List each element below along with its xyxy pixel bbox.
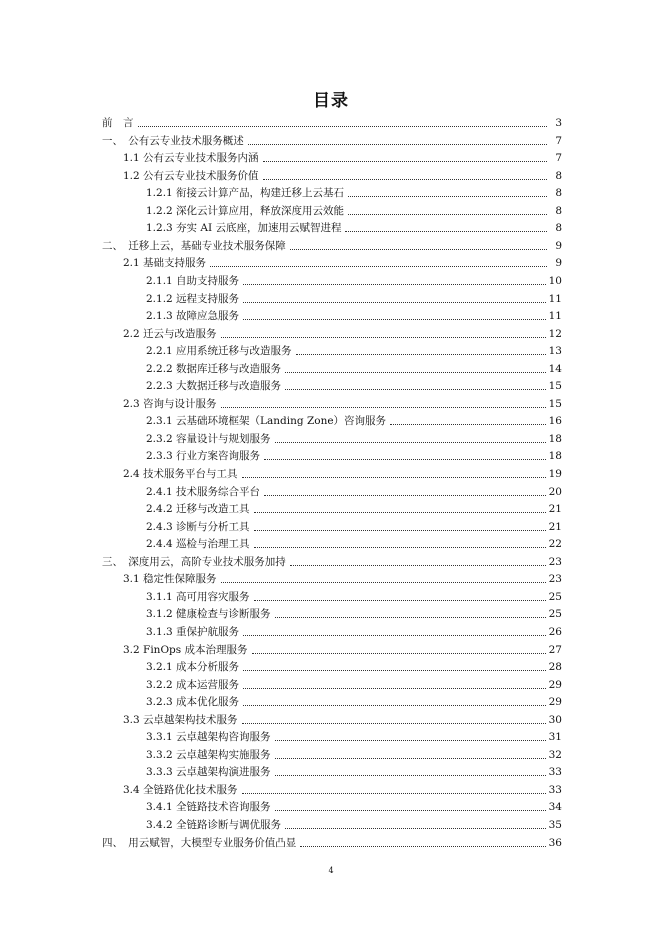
toc-dot-leader: [242, 476, 546, 478]
toc-entry-page: 35: [548, 819, 562, 831]
toc-dot-leader: [210, 265, 547, 267]
toc-dot-leader: [254, 599, 546, 601]
toc-entry[interactable]: [102, 552, 562, 569]
toc-entry-page: 32: [548, 748, 562, 761]
toc-entry-page: 25: [548, 608, 562, 621]
toc-dot-leader: [243, 283, 546, 285]
toc-entry-page: 15: [548, 397, 562, 410]
toc-entry[interactable]: [146, 534, 562, 551]
toc-title: 目录: [313, 91, 349, 111]
toc-entry[interactable]: [146, 183, 562, 200]
toc-dot-leader: [275, 616, 546, 618]
toc-entry[interactable]: [146, 657, 562, 674]
toc-entry-label: 3.4.2 全链路诊断与调优服务: [146, 819, 282, 831]
toc-dot-leader: [285, 388, 546, 390]
toc-entry-page: 8: [555, 222, 562, 235]
toc-entry-page: 29: [548, 696, 562, 709]
toc-entry-label: 3.3 云卓越架构技术服务: [123, 713, 238, 726]
toc-dot-leader: [252, 652, 546, 654]
toc-entry-label: 3.1.3 重保护航服务: [146, 625, 240, 638]
toc-entry[interactable]: [102, 131, 562, 148]
toc-entry-label: 2.2.1 应用系统迁移与改造服务: [146, 345, 292, 358]
toc-dot-leader: [296, 353, 546, 355]
toc-dot-leader: [285, 827, 546, 829]
toc-dot-leader: [290, 564, 546, 566]
toc-entry-label: 2.1 基础支持服务: [123, 257, 207, 270]
toc-entry-page: 28: [548, 661, 562, 674]
toc-dot-leader: [348, 213, 547, 215]
toc-entry-page: 31: [548, 731, 562, 744]
toc-entry-label: 二、 迁移上云，基础专业技术服务保障: [102, 239, 286, 252]
toc-entry-label: 3.2.2 成本运营服务: [146, 678, 240, 691]
toc-entry-page: 27: [548, 643, 562, 656]
toc-entry[interactable]: [146, 411, 562, 428]
toc-entry[interactable]: [123, 166, 562, 183]
toc-entry-page: 3: [555, 117, 562, 129]
toc-dot-leader: [221, 336, 546, 338]
toc-entry-label: 1.1 公有云专业技术服务内涵: [123, 152, 259, 165]
toc-entry-page: 8: [555, 187, 562, 200]
toc-entry-page: 11: [548, 310, 562, 323]
toc-entry[interactable]: [102, 236, 562, 253]
toc-entry-label: 2.2 迁云与改造服务: [123, 327, 217, 340]
toc-entry-page: 13: [548, 345, 562, 358]
toc-entry-page: 30: [548, 713, 562, 726]
toc-entry[interactable]: [146, 376, 562, 393]
toc-entry-label: 四、 用云赋智，大模型专业服务价值凸显: [102, 836, 297, 849]
toc-entry[interactable]: [146, 815, 562, 832]
toc-entry-page: 12: [548, 327, 562, 340]
toc-entry-label: 1.2.2 深化云计算应用，释放深度用云效能: [146, 204, 345, 217]
toc-entry-label: 2.1.3 故障应急服务: [146, 310, 240, 323]
toc-entry-label: 3.3.3 云卓越架构演进服务: [146, 766, 271, 779]
toc-entry-page: 9: [555, 257, 562, 270]
toc-entry-page: 8: [555, 169, 562, 182]
toc-dot-leader: [254, 511, 546, 513]
toc-dot-leader: [275, 774, 546, 776]
toc-entry-label: 3.4 全链路优化技术服务: [123, 783, 238, 796]
toc-entry-label: 2.3 咨询与设计服务: [123, 397, 217, 410]
toc-dot-leader: [243, 634, 546, 636]
toc-entry-label: 2.4.1 技术服务综合平台: [146, 485, 261, 498]
toc-entry[interactable]: [146, 587, 562, 604]
toc-entry-label: 2.1.2 远程支持服务: [146, 292, 240, 305]
toc-entry-page: 33: [548, 766, 562, 779]
toc-entry-label: 3.3.2 云卓越架构实施服务: [146, 748, 271, 761]
toc-entry-label: 3.1.1 高可用容灾服务: [146, 590, 250, 603]
toc-dot-leader: [248, 143, 547, 145]
toc-entry[interactable]: [123, 148, 562, 165]
toc-entry[interactable]: [146, 517, 562, 534]
toc-entry-page: 23: [548, 555, 562, 568]
toc-entry-page: 8: [555, 204, 562, 217]
toc-entry-page: 33: [548, 783, 562, 796]
toc-entry-page: 19: [548, 468, 562, 480]
toc-entry[interactable]: [146, 306, 562, 323]
toc-entry-label: 2.3.3 行业方案咨询服务: [146, 450, 261, 463]
toc-dot-leader: [290, 248, 547, 250]
toc-entry[interactable]: [146, 622, 562, 639]
toc-dot-leader: [285, 371, 546, 373]
toc-entry-page: 18: [548, 432, 562, 445]
toc-dot-leader: [275, 757, 546, 759]
toc-dot-leader: [300, 845, 545, 847]
toc-entry[interactable]: [146, 446, 562, 463]
toc-entry-label: 2.4.4 巡检与治理工具: [146, 538, 250, 551]
toc-entry-label: 前 言: [102, 117, 134, 129]
toc-entry[interactable]: [123, 464, 562, 481]
toc-entry-label: 3.4.1 全链路技术咨询服务: [146, 801, 271, 814]
toc-entry[interactable]: [146, 675, 562, 692]
toc-entry[interactable]: [146, 797, 562, 814]
toc-entry-page: 15: [548, 380, 562, 393]
toc-entry-label: 一、 公有云专业技术服务概述: [102, 134, 244, 147]
toc-entry[interactable]: [146, 745, 562, 762]
toc-entry-label: 3.2.1 成本分析服务: [146, 661, 240, 674]
toc-dot-leader: [263, 178, 547, 180]
toc-entry[interactable]: [146, 201, 562, 218]
toc-dot-leader: [263, 160, 547, 162]
toc-entry-label: 1.2.1 衔接云计算产品，构建迁移上云基石: [146, 187, 345, 200]
toc-entry-page: 14: [548, 362, 562, 375]
toc-entry-label: 2.2.3 大数据迁移与改造服务: [146, 380, 282, 393]
toc-entry-label: 2.3.1 云基础环境框架（Landing Zone）咨询服务: [146, 415, 387, 428]
toc-dot-leader: [138, 125, 548, 127]
toc-dot-leader: [348, 195, 547, 197]
toc-entry[interactable]: [146, 692, 562, 709]
toc-entry-page: 11: [548, 292, 562, 305]
toc-entry-page: 16: [548, 415, 562, 428]
toc-dot-leader: [243, 669, 546, 671]
page-number: 4: [328, 866, 334, 875]
toc-entry[interactable]: [146, 482, 562, 499]
toc-entry-page: 23: [548, 573, 562, 586]
toc-dot-leader: [275, 441, 546, 443]
toc-entry[interactable]: [146, 429, 562, 446]
toc-entry[interactable]: [102, 833, 562, 850]
toc-entry-label: 2.4 技术服务平台与工具: [123, 468, 238, 480]
toc-entry-label: 2.4.2 迁移与改造工具: [146, 503, 250, 516]
toc-entry[interactable]: [123, 324, 562, 341]
toc-dot-leader: [264, 458, 546, 460]
toc-dot-leader: [275, 739, 546, 741]
toc-entry[interactable]: [123, 394, 562, 411]
toc-entry[interactable]: [146, 341, 562, 358]
toc-entry[interactable]: [146, 359, 562, 376]
toc-entry-page: 21: [548, 503, 562, 516]
toc-entry-page: 7: [555, 152, 562, 165]
toc-dot-leader: [264, 494, 546, 496]
toc-entry[interactable]: [146, 727, 562, 744]
toc-entry-page: 9: [555, 239, 562, 252]
toc-entry-label: 2.3.2 容量设计与规划服务: [146, 432, 271, 445]
toc-dot-leader: [243, 704, 546, 706]
toc-entry[interactable]: [146, 762, 562, 779]
toc-entry-label: 2.4.3 诊断与分析工具: [146, 520, 250, 533]
toc-entry-page: 20: [548, 485, 562, 498]
toc-dot-leader: [221, 581, 546, 583]
toc-entry-label: 3.2 FinOps 成本治理服务: [123, 643, 248, 656]
toc-entry[interactable]: [123, 780, 562, 797]
toc-entry[interactable]: [102, 113, 562, 130]
toc-entry[interactable]: [146, 289, 562, 306]
toc-entry[interactable]: [146, 499, 562, 516]
toc-entry-label: 3.3.1 云卓越架构咨询服务: [146, 731, 271, 744]
toc-dot-leader: [243, 318, 546, 320]
toc-entry[interactable]: [123, 710, 562, 727]
toc-dot-leader: [275, 809, 546, 811]
toc-entry-page: 22: [548, 538, 562, 551]
toc-entry[interactable]: [146, 271, 562, 288]
toc-entry[interactable]: [123, 640, 562, 657]
toc-entry[interactable]: [146, 604, 562, 621]
toc-dot-leader: [242, 722, 546, 724]
toc-dot-leader: [390, 423, 546, 425]
toc-entry[interactable]: [123, 569, 562, 586]
toc-dot-leader: [242, 792, 546, 794]
toc-entry[interactable]: [123, 253, 562, 270]
toc-dot-leader: [221, 406, 546, 408]
toc-dot-leader: [254, 546, 546, 548]
toc-entry-page: 7: [555, 134, 562, 147]
toc-entry-label: 2.2.2 数据库迁移与改造服务: [146, 362, 282, 375]
toc-entry-label: 3.2.3 成本优化服务: [146, 696, 240, 709]
toc-entry-page: 18: [548, 450, 562, 463]
toc-entry-page: 10: [548, 274, 562, 287]
toc-entry-label: 1.2.3 夯实 AI 云底座，加速用云赋智进程: [146, 222, 342, 235]
toc-entry-label: 3.1 稳定性保障服务: [123, 573, 217, 586]
toc-dot-leader: [243, 687, 546, 689]
toc-entry[interactable]: [146, 218, 562, 235]
toc-entry-label: 3.1.2 健康检查与诊断服务: [146, 608, 271, 621]
toc-entry-label: 1.2 公有云专业技术服务价值: [123, 169, 259, 182]
toc-entry-page: 25: [548, 590, 562, 603]
toc-dot-leader: [254, 529, 546, 531]
toc-entry-page: 21: [548, 520, 562, 533]
toc-entry-page: 34: [548, 801, 562, 814]
toc-entry-page: 26: [548, 625, 562, 638]
toc-entry-page: 29: [548, 678, 562, 691]
toc-entry-page: 36: [548, 836, 562, 849]
toc-entry-label: 2.1.1 自助支持服务: [146, 274, 240, 287]
toc-dot-leader: [243, 301, 546, 303]
toc-entry-label: 三、 深度用云，高阶专业技术服务加持: [102, 555, 286, 568]
toc-dot-leader: [345, 230, 547, 232]
